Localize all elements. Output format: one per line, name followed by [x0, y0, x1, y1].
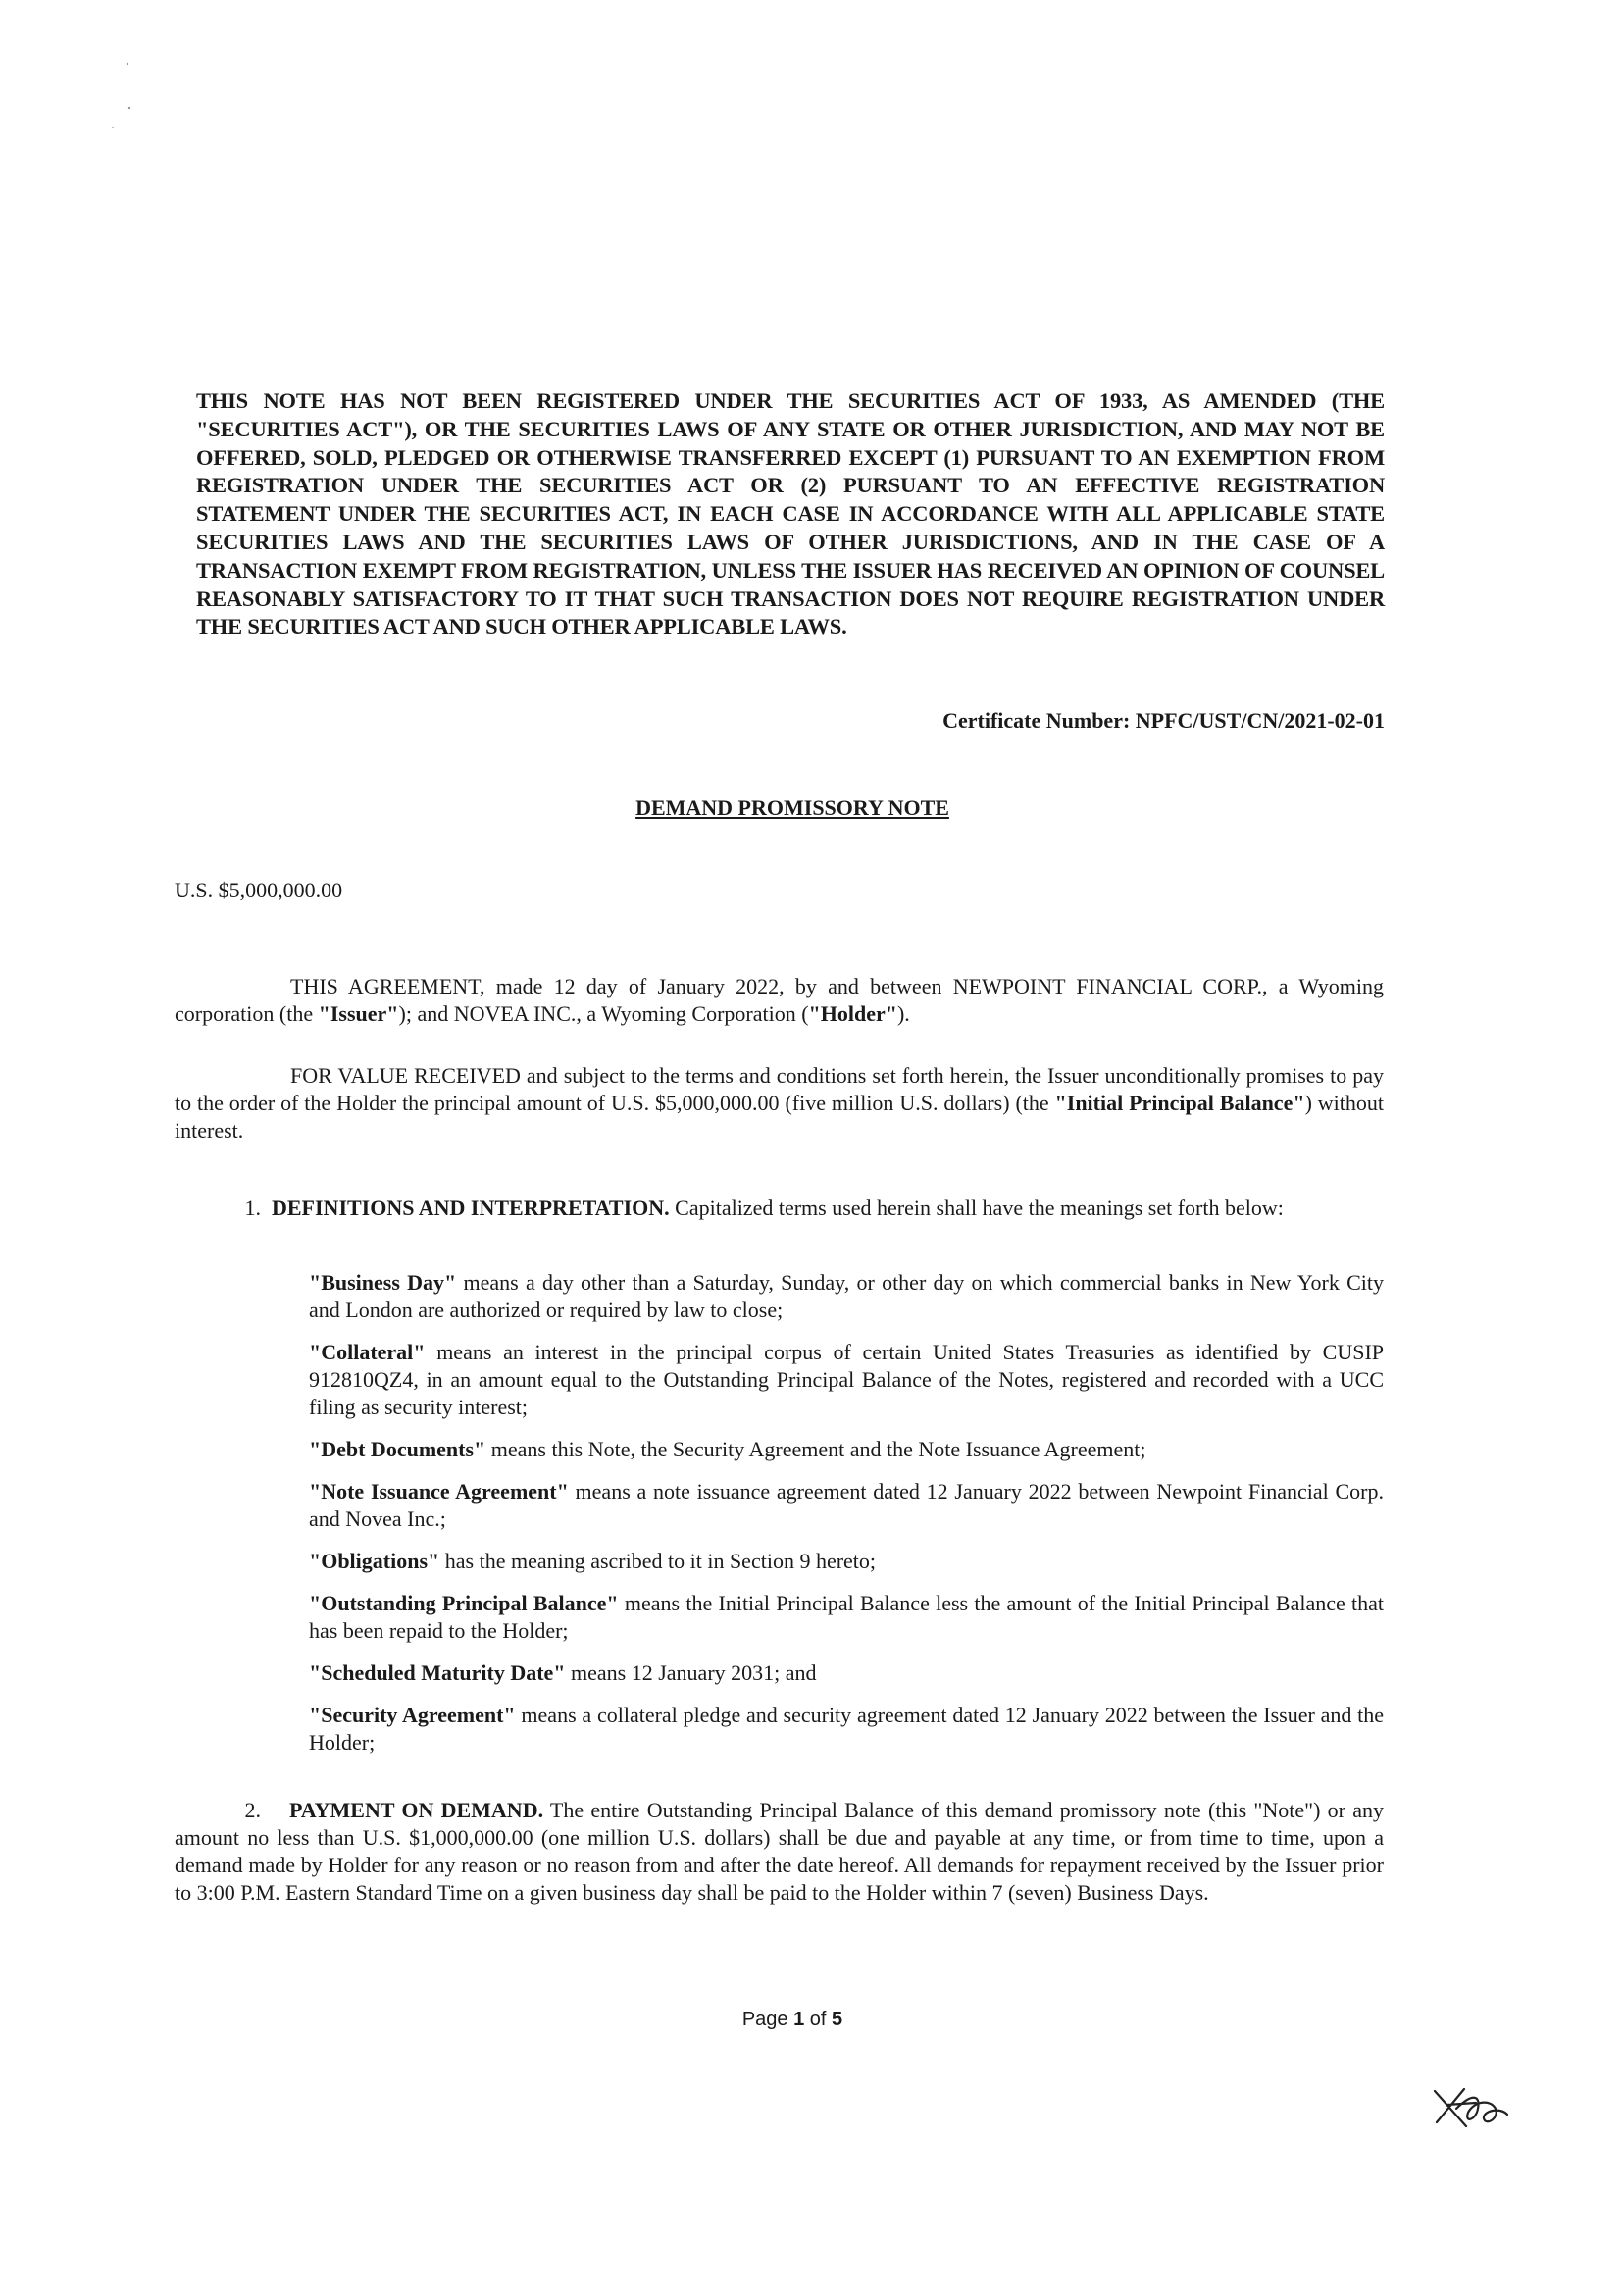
agreement-paragraph — [175, 973, 1384, 1028]
securities-legend-notice: THIS NOTE HAS NOT BEEN REGISTERED UNDER THE SECURITIES ACT OF 1933, AS AMENDED (THE "SECURITIES ACT"), OR THE SECURITIES LAWS OF ANY STATE OR OTHER JURISDICTION, AND MAY NOT BE OFFERED, SOLD, PLEDGED OR OTHERWISE TRANSFERRED EXCEPT (1) PURSUANT TO AN EXEMPTION FROM REGISTRATION UNDER THE SECURITIES ACT OR (2) PURSUANT TO AN EFFECTIVE REGISTRATION STATEMENT UNDER THE SECURITIES ACT, IN EACH CASE IN ACCORDANCE WITH ALL APPLICABLE STATE SECURITIES LAWS AND THE SECURITIES LAWS OF OTHER JURISDICTIONS, AND IN THE CASE OF A TRANSACTION EXEMPT FROM REGISTRATION, UNLESS THE ISSUER HAS RECEIVED AN OPINION OF COUNSEL REASONABLY SATISFACTORY TO IT THAT SUCH TRANSACTION DOES NOT REQUIRE REGISTRATION UNDER THE SECURITIES ACT AND SUCH OTHER APPLICABLE LAWS. — [196, 388, 1385, 639]
definition-text: means a collateral pledge and security agreement dated 12 January 2022 between the Issuer and the Holder; — [309, 1703, 1384, 1755]
section-heading: DEFINITIONS AND INTERPRETATION. — [272, 1196, 670, 1220]
definition-term: "Obligations" — [309, 1549, 440, 1573]
definition-item — [309, 1659, 1384, 1687]
current-page: 1 — [793, 2009, 805, 2030]
definition-text: means this Note, the Security Agreement and the Note Issuance Agreement; — [485, 1437, 1146, 1461]
text: Capitalized terms used herein shall have the meanings set forth below: — [669, 1196, 1284, 1220]
definition-term: "Security Agreement" — [309, 1703, 516, 1727]
text: ); and NOVEA INC., a Wyoming Corporation ( — [398, 1001, 809, 1026]
section-number: 1. — [244, 1196, 261, 1220]
definition-term: "Debt Documents" — [309, 1437, 486, 1461]
initial-principal-term: "Initial Principal Balance" — [1054, 1091, 1305, 1115]
scan-specks — [108, 54, 137, 147]
definition-text: means a note issuance agreement dated 12 January 2022 between Newpoint Financial Corp. and Novea Inc.; — [309, 1479, 1384, 1531]
text: FOR VALUE RECEIVED and subject to the terms and conditions set forth herein, the Issuer unconditionally promises to pay to the order of the Holder the principal amount of U.S. $5,000,000.00 (five million U.S. dollars) (the — [175, 1063, 1384, 1115]
note-amount: U.S. $5,000,000.00 — [175, 878, 343, 902]
text: ) without interest. — [175, 1091, 1385, 1143]
definition-text: means a day other than a Saturday, Sunday, or other day on which commercial banks in New York City and London are authorized or required by law to close; — [309, 1270, 1384, 1322]
definition-item — [309, 1548, 1384, 1575]
definition-text: has the meaning ascribed to it in Section 9 hereto; — [439, 1549, 877, 1573]
section-number: 2. — [244, 1798, 261, 1822]
section-1 — [175, 1195, 1384, 1222]
definition-item — [309, 1702, 1384, 1757]
certificate-number: Certificate Number: NPFC/UST/CN/2021-02-01 — [942, 708, 1385, 733]
document-title: DEMAND PROMISSORY NOTE — [635, 795, 949, 820]
section-heading: PAYMENT ON DEMAND. — [288, 1798, 544, 1822]
definition-term: "Note Issuance Agreement" — [309, 1479, 569, 1504]
definition-item — [309, 1269, 1384, 1324]
definition-text: means an interest in the principal corpus of certain United States Treasuries as identified by CUSIP 912810QZ4, in an amount equal to the Outstanding Principal Balance of the Notes, registered and recorded with a UCC filing as security interest; — [309, 1340, 1384, 1419]
text: The entire Outstanding Principal Balance of this demand promissory note (this "Note") or any amount no less than U.S. $1,000,000.00 (one million U.S. dollars) shall be due and payable at any time, or from time to time, upon a demand made by Holder for any reason or no reason from and after the date hereof. All demands for repayment received by the Issuer prior to 3:00 P.M. Eastern Standard Time on a given business day shall be paid to the Holder within 7 (seven) Business Days. — [175, 1798, 1385, 1905]
issuer-term: "Issuer" — [318, 1001, 399, 1026]
section-2 — [175, 1797, 1384, 1907]
definition-item — [309, 1590, 1384, 1645]
definition-term: "Collateral" — [309, 1340, 426, 1364]
value-received-paragraph — [175, 1062, 1384, 1145]
definition-term: "Business Day" — [309, 1270, 457, 1295]
definition-term: "Outstanding Principal Balance" — [309, 1591, 619, 1615]
definition-text: means the Initial Principal Balance less the amount of the Initial Principal Balance that has been repaid to the Holder; — [309, 1591, 1385, 1643]
definition-text: means 12 January 2031; and — [565, 1660, 817, 1685]
definition-term: "Scheduled Maturity Date" — [309, 1660, 566, 1685]
definition-item — [309, 1339, 1384, 1421]
definitions-list — [309, 1269, 1384, 1771]
definition-item — [309, 1478, 1384, 1533]
text: of — [804, 2009, 833, 2030]
total-pages: 5 — [832, 2009, 843, 2030]
text: THIS AGREEMENT, made 12 day of January 2022, by and between NEWPOINT FINANCIAL CORP., a Wyoming corporation (the — [175, 974, 1384, 1026]
page-number-footer — [0, 2009, 1585, 2031]
definition-item — [309, 1436, 1384, 1463]
text: ). — [896, 1001, 910, 1026]
initials-signature — [1427, 2079, 1515, 2143]
holder-term: "Holder" — [808, 1001, 897, 1026]
text: Page — [741, 2009, 794, 2030]
